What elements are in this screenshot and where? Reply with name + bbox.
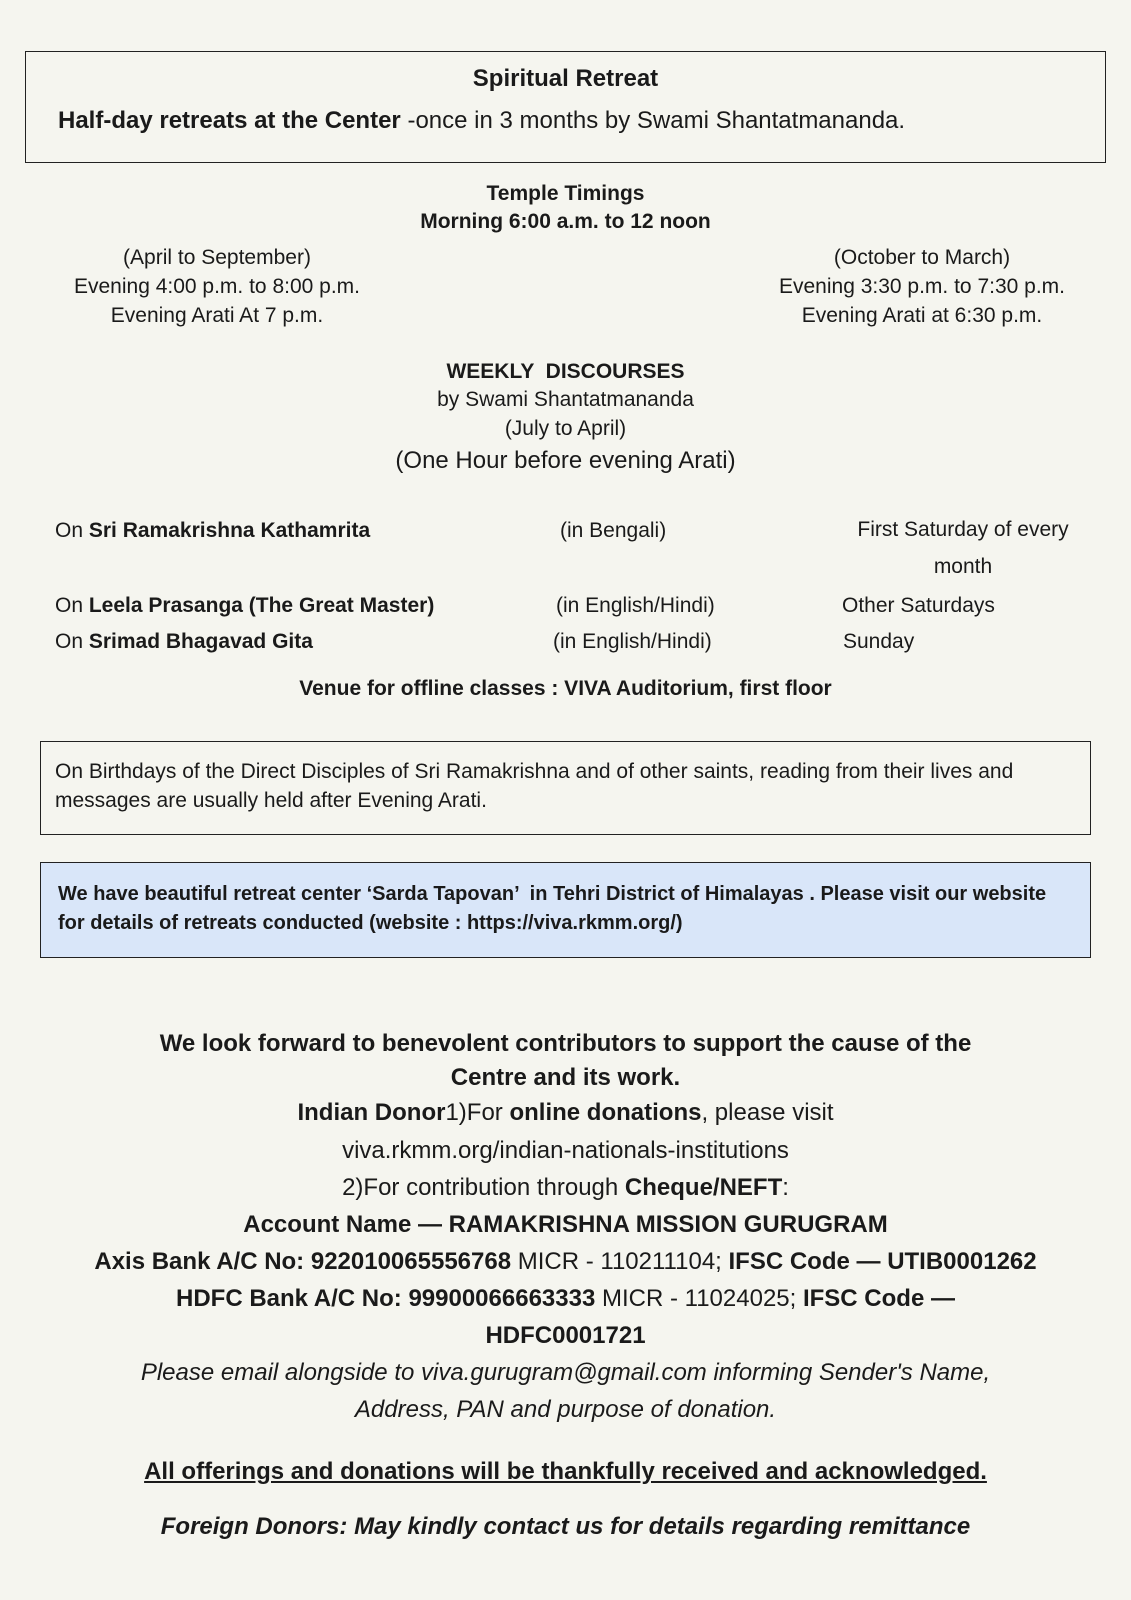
discourse-topic: On Sri Ramakrishna Kathamrita (55, 519, 371, 542)
retreat-lead: Half-day retreats at the Center (58, 107, 401, 134)
winter-evening: Evening 3:30 p.m. to 7:30 p.m. (778, 275, 1065, 298)
axis-bank-details: Axis Bank A/C No: 922010065556768 MICR - 110211104; IFSC Code — UTIB0001262 (94, 1248, 1037, 1275)
retreat-title: Spiritual Retreat (472, 65, 659, 92)
donation-url: viva.rkmm.org/indian-nationals-institutions (342, 1137, 789, 1164)
winter-timings (722, 243, 1122, 330)
temple-timings-title: Temple Timings (486, 182, 645, 205)
discourse-language: (in English/Hindi) (556, 594, 715, 617)
summer-arati: Evening Arati At 7 p.m. (110, 304, 324, 327)
discourse-topic: On Leela Prasanga (The Great Master) (55, 594, 435, 617)
discourse-day: Sunday (843, 630, 915, 653)
discourses-period: (July to April) (504, 417, 627, 440)
hdfc-ifsc-code: HDFC0001721 (485, 1322, 646, 1349)
discourse-language: (in English/Hindi) (553, 630, 712, 653)
birthday-note: On Birthdays of the Direct Disciples of Sri Ramakrishna and of other saints, reading from their lives and messages are usually held after Evening Arati. (40, 741, 1091, 835)
indian-donor-online: Indian Donor1)For online donations, please visit (297, 1099, 834, 1126)
cheque-info: 2)For contribution through Cheque/NEFT: (342, 1174, 789, 1201)
retreat-detail: -once in 3 months by Swami Shantatmananda. (400, 107, 906, 134)
summer-evening: Evening 4:00 p.m. to 8:00 p.m. (73, 275, 360, 298)
discourse-topic: On Srimad Bhagavad Gita (55, 630, 313, 653)
retreat-description (58, 107, 905, 135)
tapovan-note: We have beautiful retreat center ‘Sarda Tapovan’ in Tehri District of Himalayas . Please visit our website for details of retreats conducted (website : https://viva.rkmm.org/) (40, 862, 1091, 958)
summer-period: (April to September) (123, 246, 311, 269)
summer-timings (17, 243, 417, 330)
temple-morning-hours: Morning 6:00 a.m. to 12 noon (420, 210, 711, 233)
retreat-box (25, 51, 1106, 163)
email-instructions-cont: Address, PAN and purpose of donation. (354, 1396, 777, 1423)
discourse-day: First Saturday of every month (857, 518, 1069, 578)
email-instructions: Please email alongside to viva.gurugram@gmail.com informing Sender's Name, (140, 1359, 991, 1386)
hdfc-bank-details: HDFC Bank A/C No: 99900066663333 MICR - 11024025; IFSC Code — (176, 1285, 955, 1312)
discourses-speaker: by Swami Shantatmananda (437, 388, 694, 411)
account-name: Account Name — RAMAKRISHNA MISSION GURUGRAM (243, 1211, 888, 1238)
discourses-title: WEEKLY DISCOURSES (446, 360, 685, 383)
winter-period: (October to March) (833, 246, 1011, 269)
discourse-day: Other Saturdays (842, 594, 995, 617)
foreign-donors-note: Foreign Donors: May kindly contact us for details regarding remittance (160, 1513, 971, 1540)
venue-info: Venue for offline classes : VIVA Auditorium, first floor (299, 677, 832, 700)
discourse-language: (in Bengali) (560, 519, 667, 542)
donation-heading-cont: Centre and its work. (450, 1064, 681, 1091)
donation-heading: We look forward to benevolent contributors to support the cause of the (159, 1030, 972, 1057)
discourses-timing: (One Hour before evening Arati) (395, 447, 736, 474)
thanks-note: All offerings and donations will be thankfully received and acknowledged. (144, 1458, 987, 1485)
winter-arati: Evening Arati at 6:30 p.m. (801, 304, 1043, 327)
